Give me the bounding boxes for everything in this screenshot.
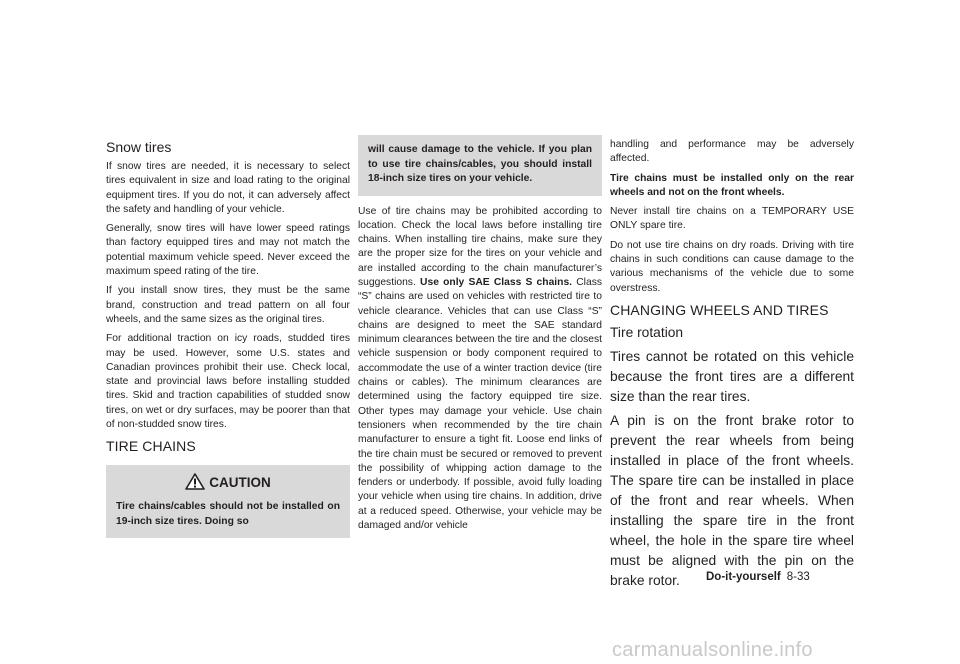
footer-section-label: Do-it-yourself xyxy=(706,571,781,583)
tire-rotation-section xyxy=(610,323,854,591)
paragraph: If you install snow tires, they must be the same brand, construction and tread pattern on all four wheels, and the same sizes as the original tires. xyxy=(106,285,350,325)
paragraph: If snow tires are needed, it is necessary to select tires equivalent in size and load rating to the original equipment tires. If you do not, it can adversely affect the safety and handling of your vehicle. xyxy=(106,161,350,215)
paragraph xyxy=(358,205,602,534)
caution-text: Tire chains/cables should not be installed on 19-inch size tires. Doing so xyxy=(116,501,340,527)
paragraph: A pin is on the front brake rotor to prevent the rear wheels from being installed in place of the front wheels. The spare tire can be installed in place of the front and rear wheels. When installing the spare tire in the front wheel, the hole in the spare tire wheel must be aligned with the pin on the brake rotor. xyxy=(610,412,854,588)
column-2 xyxy=(358,138,602,538)
sae-class-s-bold: Use only SAE Class S chains. xyxy=(420,276,573,288)
changing-wheels-heading: CHANGING WHEELS AND TIRES xyxy=(610,301,829,318)
paragraph: For additional traction on icy roads, studded tires may be used. However, some U.S. states and Canadian provinces prohibit their use. Check local, state and provincial laws before installing studded tires. Skid and traction capabilities of studded snow tires, on wet or dry surfaces, may be poorer than that of non-studded snow tires. xyxy=(106,333,350,431)
column-1 xyxy=(106,138,350,538)
caution-box xyxy=(106,465,350,538)
warning-triangle-icon xyxy=(185,473,205,490)
caution-header xyxy=(116,473,340,490)
watermark: carmanualsonline.info xyxy=(612,639,813,661)
paragraph: handling and performance may be adversely affected. xyxy=(610,139,854,165)
caution-text-continued: will cause damage to the vehicle. If you plan to use tire chains/cables, you should install 18-inch size tires on your vehicle. xyxy=(368,144,592,184)
caution-box-continued xyxy=(358,135,602,196)
tire-rotation-heading: Tire rotation xyxy=(610,324,684,340)
paragraph: Generally, snow tires will have lower speed ratings than factory equipped tires and may not match the potential maximum vehicle speed. Never exceed the maximum speed rating of the tire. xyxy=(106,223,350,278)
paragraph: Never install tire chains on a TEMPORARY USE ONLY spare tire. xyxy=(610,206,854,232)
page-footer xyxy=(706,571,810,583)
snow-tires-heading: Snow tires xyxy=(106,139,172,155)
page-number: 8-33 xyxy=(786,571,810,583)
paragraph: Tires cannot be rotated on this vehicle because the front tires are a different size than the rear tires. xyxy=(610,348,854,404)
chains-text-start: Use of tire chains may be prohibited according to location. Check the local laws before installing tire chains. When installing tire chains, make sure they are the proper size for the tires on your vehicle and are installed according to the chain manufacturer’s suggestions. xyxy=(358,205,602,288)
tire-chains-heading: TIRE CHAINS xyxy=(106,438,196,455)
paragraph: Do not use tire chains on dry roads. Driving with tire chains in such conditions can cause damage to the various mechanisms of the vehicle due to some overstress. xyxy=(610,239,854,294)
chains-text-end: Class “S” chains are used on vehicles with restricted tire to vehicle clearance. Vehicles that can use Class “S” chains are designed to meet the SAE standard minimum clearances between the tire and the closest vehicle suspension or body component required to accommodate the use of a winter traction device (tire chains or cables). The minimum clearances are determined using the factory equipped tire size. Other types may damage your vehicle. Use chain tensioners when recommended by the tire chain manufacturer to ensure a tight fit. Loose end links of the tire chain must be secured or removed to prevent the possibility of whipping action damage to the fenders or underbody. If possible, avoid fully loading your vehicle when using tire chains. In addition, drive at a reduced speed. Otherwise, your vehicle may be damaged and/or vehicle xyxy=(358,276,602,532)
rear-wheels-warning: Tire chains must be installed only on the rear wheels and not on the front wheels. xyxy=(610,172,854,198)
column-3 xyxy=(610,138,854,595)
caution-title: CAUTION xyxy=(209,475,271,491)
